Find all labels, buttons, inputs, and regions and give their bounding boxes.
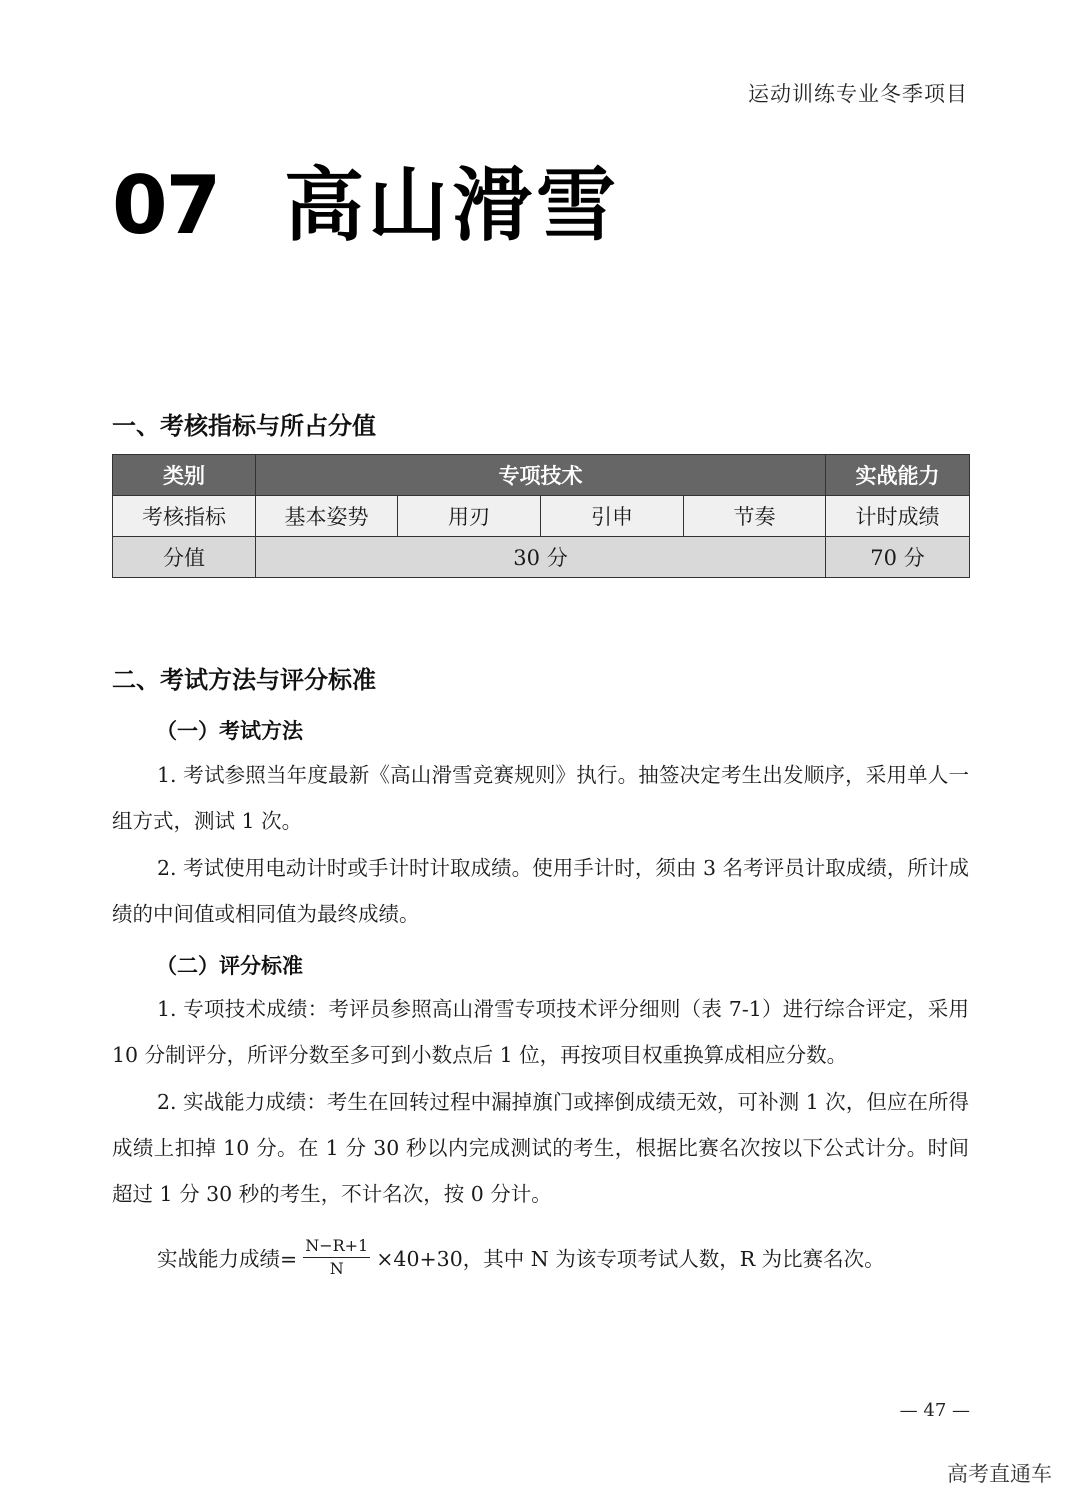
paragraph: 2. 实战能力成绩：考生在回转过程中漏掉旗门或摔倒成绩无效，可补测 1 次，但应在所得成绩上扣掉 10 分。在 1 分 30 秒以内完成测试的考生，根据比赛名次按以下公式计分。时间超过 1 分 30 秒的考生，不计名次，按 0 分计。 [112, 1090, 969, 1206]
watermark-text: 高考直通车 [947, 1462, 1052, 1486]
paragraph: 2. 考试使用电动计时或手计时计取成绩。使用手计时，须由 3 名考评员计取成绩，所计成绩的中间值或相同值为最终成绩。 [112, 856, 969, 926]
fraction-denominator: N [329, 1258, 344, 1278]
table-cell: 引申 [541, 496, 684, 537]
table-cell: 考核指标 [113, 496, 256, 537]
table-row [113, 496, 970, 537]
score-formula [157, 1222, 885, 1292]
paragraph: 1. 专项技术成绩：考评员参照高山滑雪专项技术评分细则（表 7-1）进行综合评定，采用 10 分制评分，所评分数至多可到小数点后 1 位，再按项目权重换算成相应分数。 [112, 997, 969, 1067]
subsection-heading-scoring: （二）评分标准 [156, 954, 303, 978]
page-number: — 47 — [899, 1400, 970, 1421]
table-cell: 实战能力 [826, 455, 970, 496]
table-cell: 计时成绩 [826, 496, 970, 537]
table-cell: 专项技术 [256, 455, 826, 496]
table-cell: 分值 [113, 537, 256, 578]
subsection-heading-method: （一）考试方法 [156, 719, 303, 743]
table-cell: 基本姿势 [256, 496, 398, 537]
table-cell: 70 分 [826, 537, 970, 578]
section-heading-1: 一、考核指标与所占分值 [112, 412, 376, 440]
paragraph: 1. 考试参照当年度最新《高山滑雪竞赛规则》执行。抽签决定考生出发顺序，采用单人一组方式，测试 1 次。 [112, 763, 969, 833]
formula-suffix: ×40+30，其中 N 为该专项考试人数，R 为比赛名次。 [376, 1247, 885, 1271]
chapter-title: 高山滑雪 [284, 159, 620, 252]
table-cell: 类别 [113, 455, 256, 496]
formula-fraction [303, 1235, 370, 1280]
section-heading-2: 二、考试方法与评分标准 [112, 666, 376, 694]
table-row [113, 537, 970, 578]
running-header: 运动训练专业冬季项目 [748, 82, 968, 106]
table-cell: 用刃 [398, 496, 541, 537]
table-cell: 30 分 [256, 537, 826, 578]
chapter-number: 07 [112, 159, 220, 252]
fraction-numerator: N−R+1 [303, 1235, 370, 1258]
score-table [112, 454, 970, 578]
table-row [113, 455, 970, 496]
formula-prefix: 实战能力成绩= [157, 1247, 298, 1271]
table-cell: 节奏 [684, 496, 826, 537]
